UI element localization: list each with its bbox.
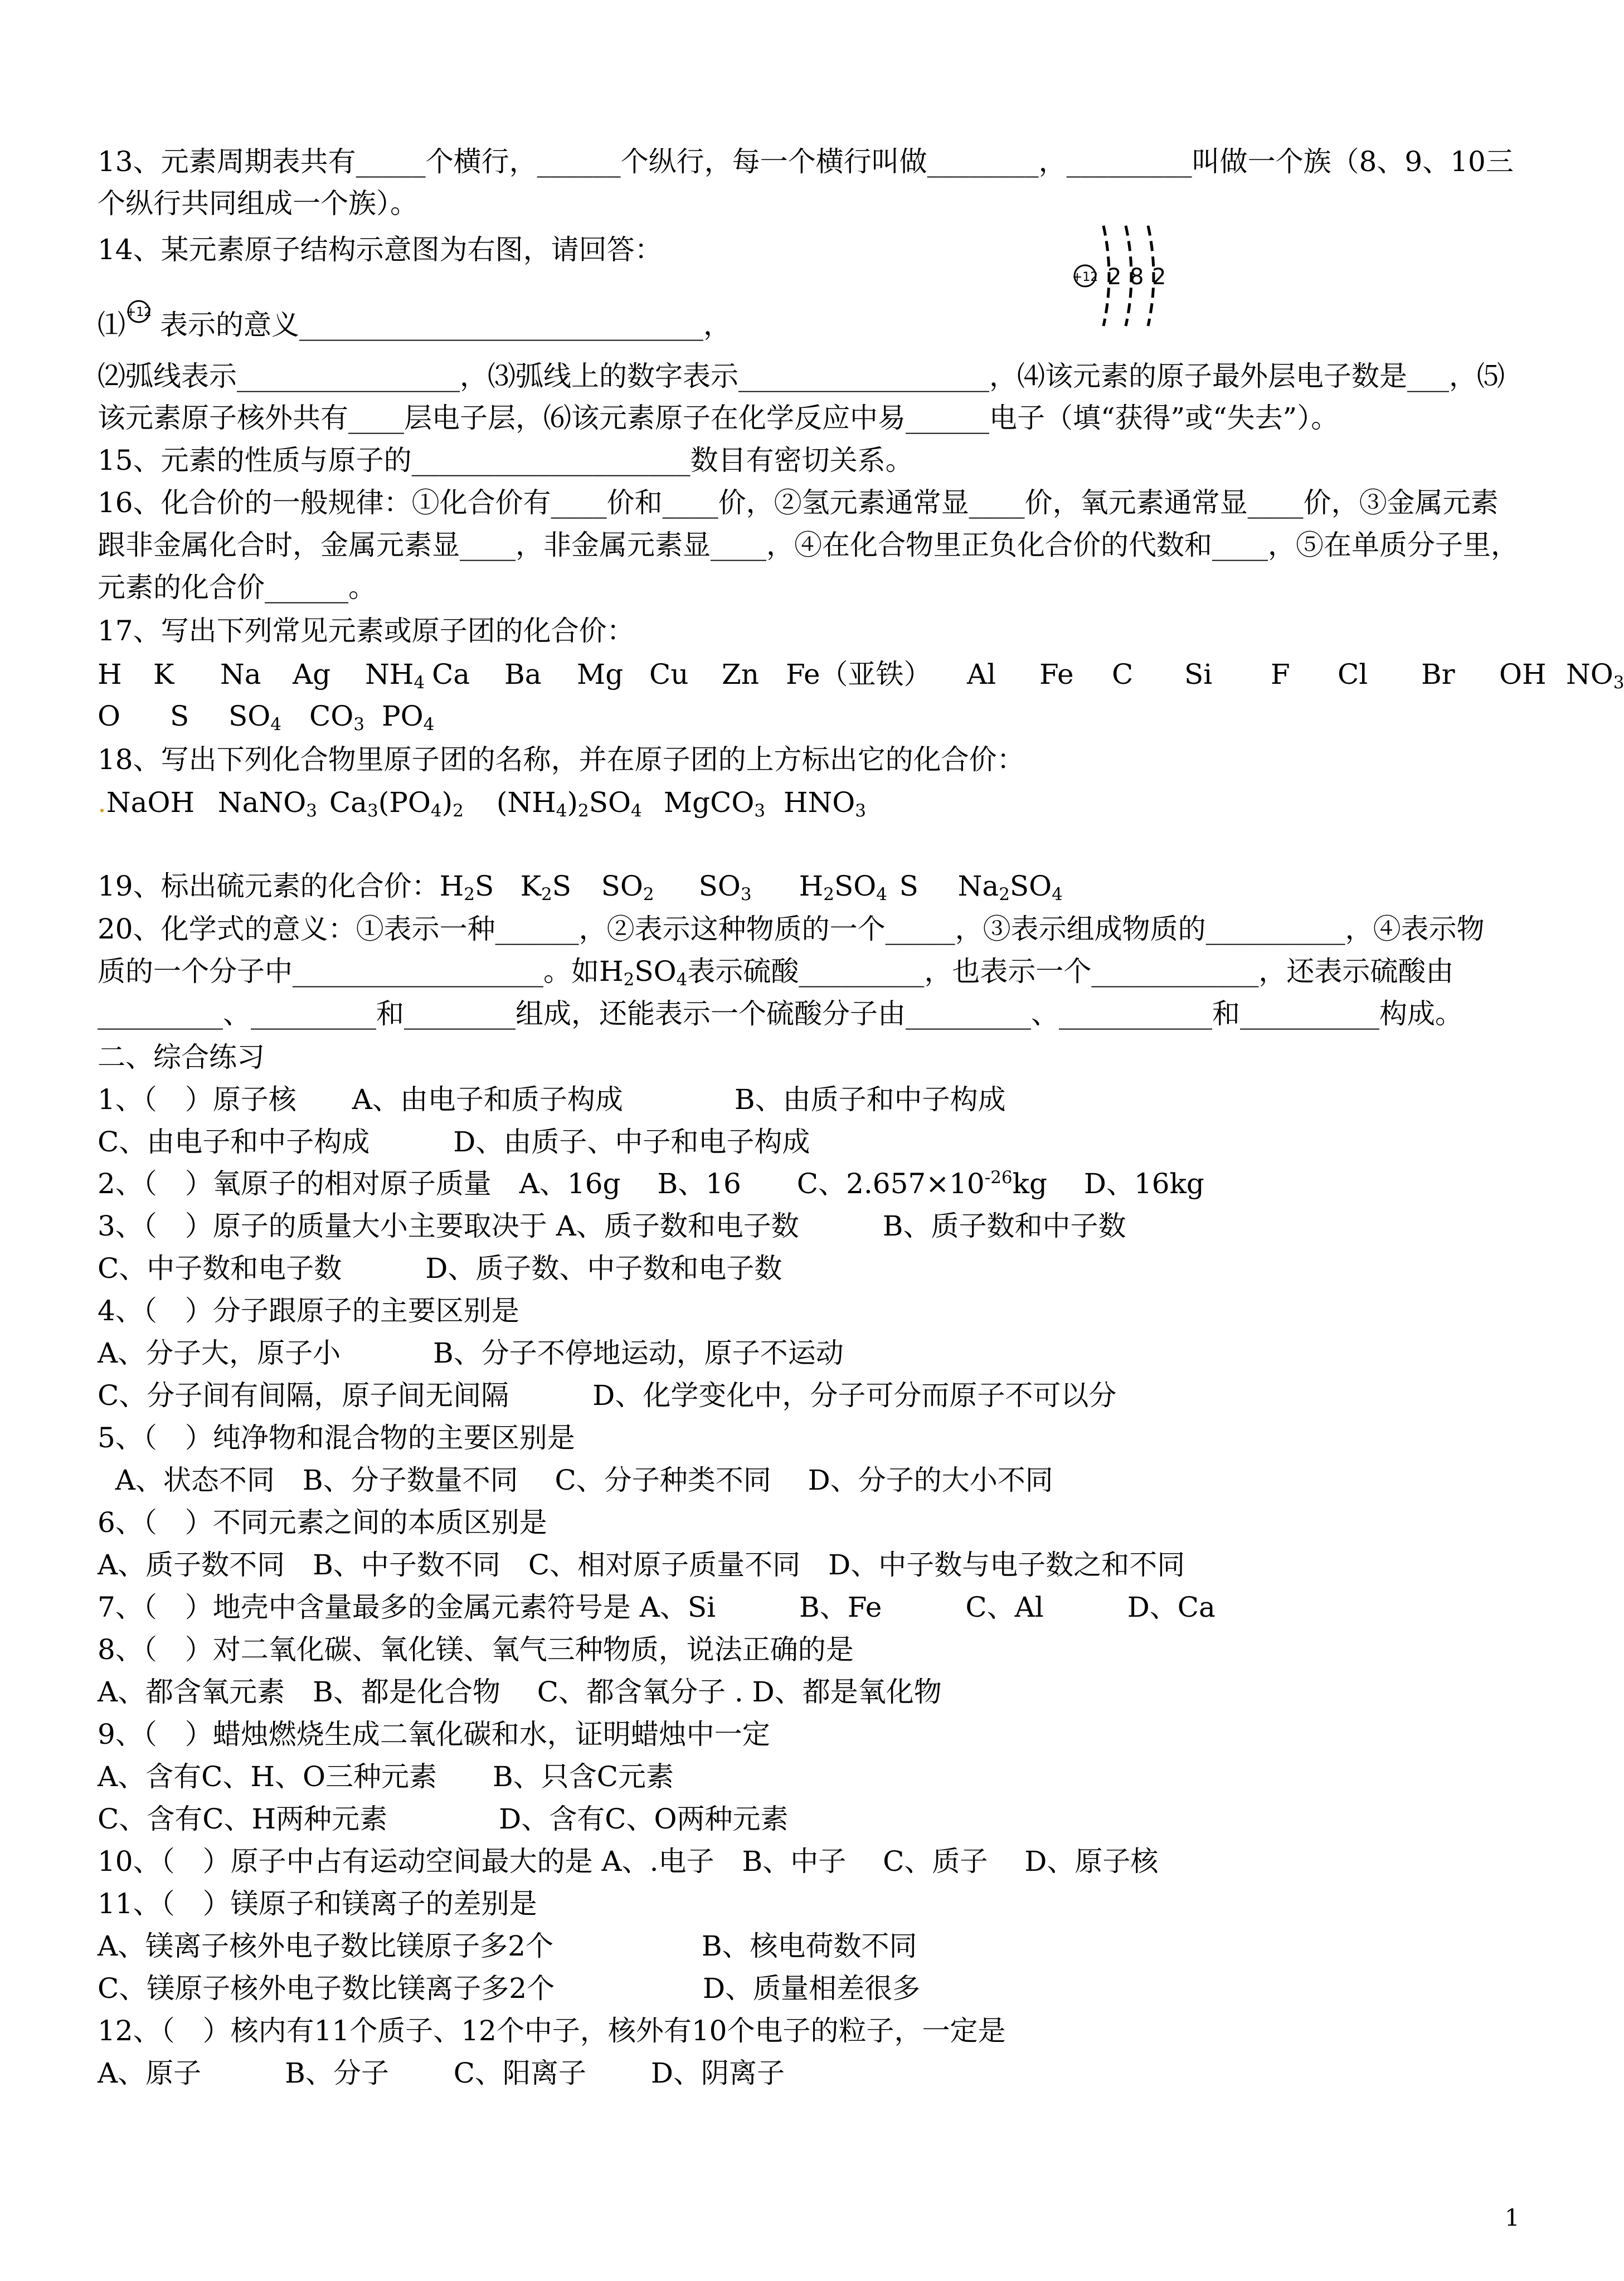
q19-compound: $H_2SO_4$ [799,870,887,904]
q17-item: Si [1184,658,1213,690]
mc-9-options-b: C、含有C、H两种元素 D、含有C、O两种元素 [98,1803,789,1835]
q17-item: Al [967,658,996,690]
nucleus-icon [125,305,160,331]
mc-4: 4、（ ）分子跟原子的主要区别是 [98,1295,519,1327]
q17-item: $NO_3$ [1566,658,1624,693]
question-16-line-2: 跟非金属化合时，金属元素显____，非金属元素显____，④在化合物里正负化合价的代数和____，⑤在单质分子里， [98,529,1519,561]
q17-item: $NH_4$ [365,658,425,693]
question-15: 15、元素的性质与原子的____________________数目有密切关系。 [98,444,913,476]
q17-item: S [170,700,189,732]
mc-9: 9、（ ）蜡烛燃烧生成二氧化碳和水，证明蜡烛中一定 [98,1718,770,1750]
mc-7: 7、（ ）地壳中含量最多的金属元素符号是 A、Si B、Fe C、Al D、Ca [98,1591,1215,1623]
mc-6-options: A、质子数不同 B、中子数不同 C、相对原子质量不同 D、中子数与电子数之和不同 [98,1549,1185,1581]
question-16-line-1: 16、化合价的一般规律：①化合价有____价和____价，②氢元素通常显____价，氧元素通常显____价，③金属元素 [98,487,1499,519]
mc-2: 2、（ ）氧原子的相对原子质量 A、16g B、16 C、$2.657\times 10^{-26}kg$ D、16kg [98,1168,1204,1200]
page-number: 1 [1505,2204,1520,2231]
q17-item: Mg [577,658,624,690]
q17-item: $CO_3$ [309,700,364,735]
q17-item: Cu [649,658,689,690]
q17-item: O [98,700,120,732]
question-13-line-2: 个纵行共同组成一个族）。 [98,187,418,220]
question-20-line-2: 质的一个分子中__________________。如$H_2SO_4$表示硫酸_________，也表示一个____________，还表示硫酸由 [98,955,1454,990]
question-13-line-1: 13、元素周期表共有_____个横行，______个纵行，每一个横行叫做________，_________叫做一个族（8、9、10三 [98,145,1514,178]
q18-compound: NaNO$_3$ [217,786,317,821]
q17-item: C [1112,658,1134,690]
mc-11-options-a: A、镁离子核外电子数比镁原子多2个 B、核电荷数不同 [98,1930,917,1962]
q17-item: K [153,658,174,690]
q17-item: $PO_4$ [382,700,435,735]
svg-text:+12: +12 [125,305,152,319]
mc-8: 8、（ ）对二氧化碳、氧化镁、氧气三种物质，说法正确的是 [98,1633,854,1666]
mc-3: 3、（ ）原子的质量大小主要取决于 A、质子数和电子数 B、质子数和中子数 [98,1210,1126,1242]
mc-9-options-a: A、含有C、H、O三种元素 B、只含C元素 [98,1760,674,1793]
mc-8-options: A、都含氧元素 B、都是化合物 C、都含氧分子 . D、都是氧化物 [98,1676,942,1708]
q19-label: 19、标出硫元素的化合价： [98,870,440,902]
q14-1-text: 表示的意义_____________________________， [160,309,731,341]
q19-compound: $K_2S$ [520,870,571,904]
question-17-items-line-2 [98,699,434,733]
q18-compound: NaOH [106,786,195,819]
q17-item: $SO_4$ [228,700,281,735]
question-14-parts-2-5: ⑵弧线表示________________，⑶弧线上的数字表示__________________，⑷该元素的原子最外层电子数是___，⑸ [98,360,1505,392]
atom-structure-diagram [1073,215,1168,348]
q19-compound: $SO_3$ [698,870,752,904]
q18-compound: $Ca_3(PO_4)_2$ [329,786,464,821]
shell-electrons-3: 2 [1152,264,1166,290]
shell-electrons-2: 8 [1130,264,1144,290]
q19-compound: $Na_2SO_4$ [957,870,1063,904]
q17-item: Na [220,658,261,690]
q18-compound: MgCO$_3$ [663,786,766,821]
q18-compound: $(NH_4)_2SO_4$ [496,786,642,821]
question-18: 18、写出下列化合物里原子团的名称，并在原子团的上方标出它的化合价： [98,743,1025,776]
question-18-items: .NaOH NaNO$_3$ $Ca_3(PO_4)_2$ $(NH_4)_2SO_4$ MgCO$_3$ $HNO_3$ [98,786,866,821]
q17-item: Zn [722,658,759,690]
question-20-line-3: _________、_________和________组成，还能表示一个硫酸分子由_________、___________和__________构成。 [98,998,1463,1030]
mc-5: 5、（ ）纯净物和混合物的主要区别是 [98,1422,575,1454]
mc-4-options-b: C、分子间有间隔，原子间无间隔 D、化学变化中，分子可分而原子不可以分 [98,1379,1117,1412]
shell-electrons-1: 2 [1107,264,1122,290]
q17-item: Ba [504,658,542,690]
question-16-line-3: 元素的化合价______。 [98,571,376,604]
mc-6: 6、（ ）不同元素之间的本质区别是 [98,1506,547,1539]
q17-item: Ag [293,658,331,690]
question-14-part-6: 该元素原子核外共有____层电子层，⑹该元素原子在化学反应中易______电子（填“获得”或“失去”）。 [98,402,1339,434]
mc-1: 1、（ ）原子核 A、由电子和质子构成 B、由质子和中子构成 [98,1083,1006,1116]
q17-item: Fe（亚铁） [786,658,932,690]
question-20-line-1: 20、化学式的意义：①表示一种______，②表示这种物质的一个_____，③表示组成物质的__________，④表示物 [98,913,1485,945]
nucleus-charge: +12 [1072,270,1098,284]
mc-5-options: A、状态不同 B、分子数量不同 C、分子种类不同 D、分子的大小不同 [98,1464,1053,1496]
question-19 [98,869,1063,903]
question-14-part-1 [98,305,731,342]
q17-item: OH [1499,658,1547,690]
question-17-items-line-1 [98,658,1624,691]
q17-item: Ca [432,658,470,690]
mc-11-options-b: C、镁原子核外电子数比镁离子多2个 D、质量相差很多 [98,1972,921,2005]
mc-10: 10、（ ）原子中占有运动空间最大的是 A、.电子 B、中子 C、质子 D、原子核 [98,1845,1159,1878]
mc-4-options-a: A、分子大，原子小 B、分子不停地运动，原子不运动 [98,1337,844,1369]
q17-item: F [1271,658,1290,690]
mc-12: 12、（ ）核内有11个质子、12个中子，核外有10个电子的粒子，一定是 [98,2015,1006,2047]
q19-compound: $H_2S$ [439,870,494,904]
h2so4-formula: $H_2SO_4$ [599,955,688,990]
q18-compound: $HNO_3$ [783,786,866,821]
section-2-heading: 二、综合练习 [98,1041,265,1073]
q19-compound: S [899,870,918,902]
q17-item: Cl [1338,658,1368,690]
q17-item: H [98,658,122,690]
mc-1-options: C、由电子和中子构成 D、由质子、中子和电子构成 [98,1126,810,1158]
q14-1-prefix: ⑴ [98,309,125,341]
mc-12-options: A、原子 B、分子 C、阳离子 D、阴离子 [98,2057,785,2089]
q19-compound: $SO_2$ [601,870,654,904]
mc-3-options: C、中子数和电子数 D、质子数、中子数和电子数 [98,1252,782,1285]
question-17: 17、写出下列常见元素或原子团的化合价： [98,615,635,647]
mc-11: 11、（ ）镁原子和镁离子的差别是 [98,1888,537,1920]
q17-item: Fe [1039,658,1074,690]
q17-item: Br [1421,658,1455,690]
question-14: 14、某元素原子结构示意图为右图，请回答： [98,234,663,266]
